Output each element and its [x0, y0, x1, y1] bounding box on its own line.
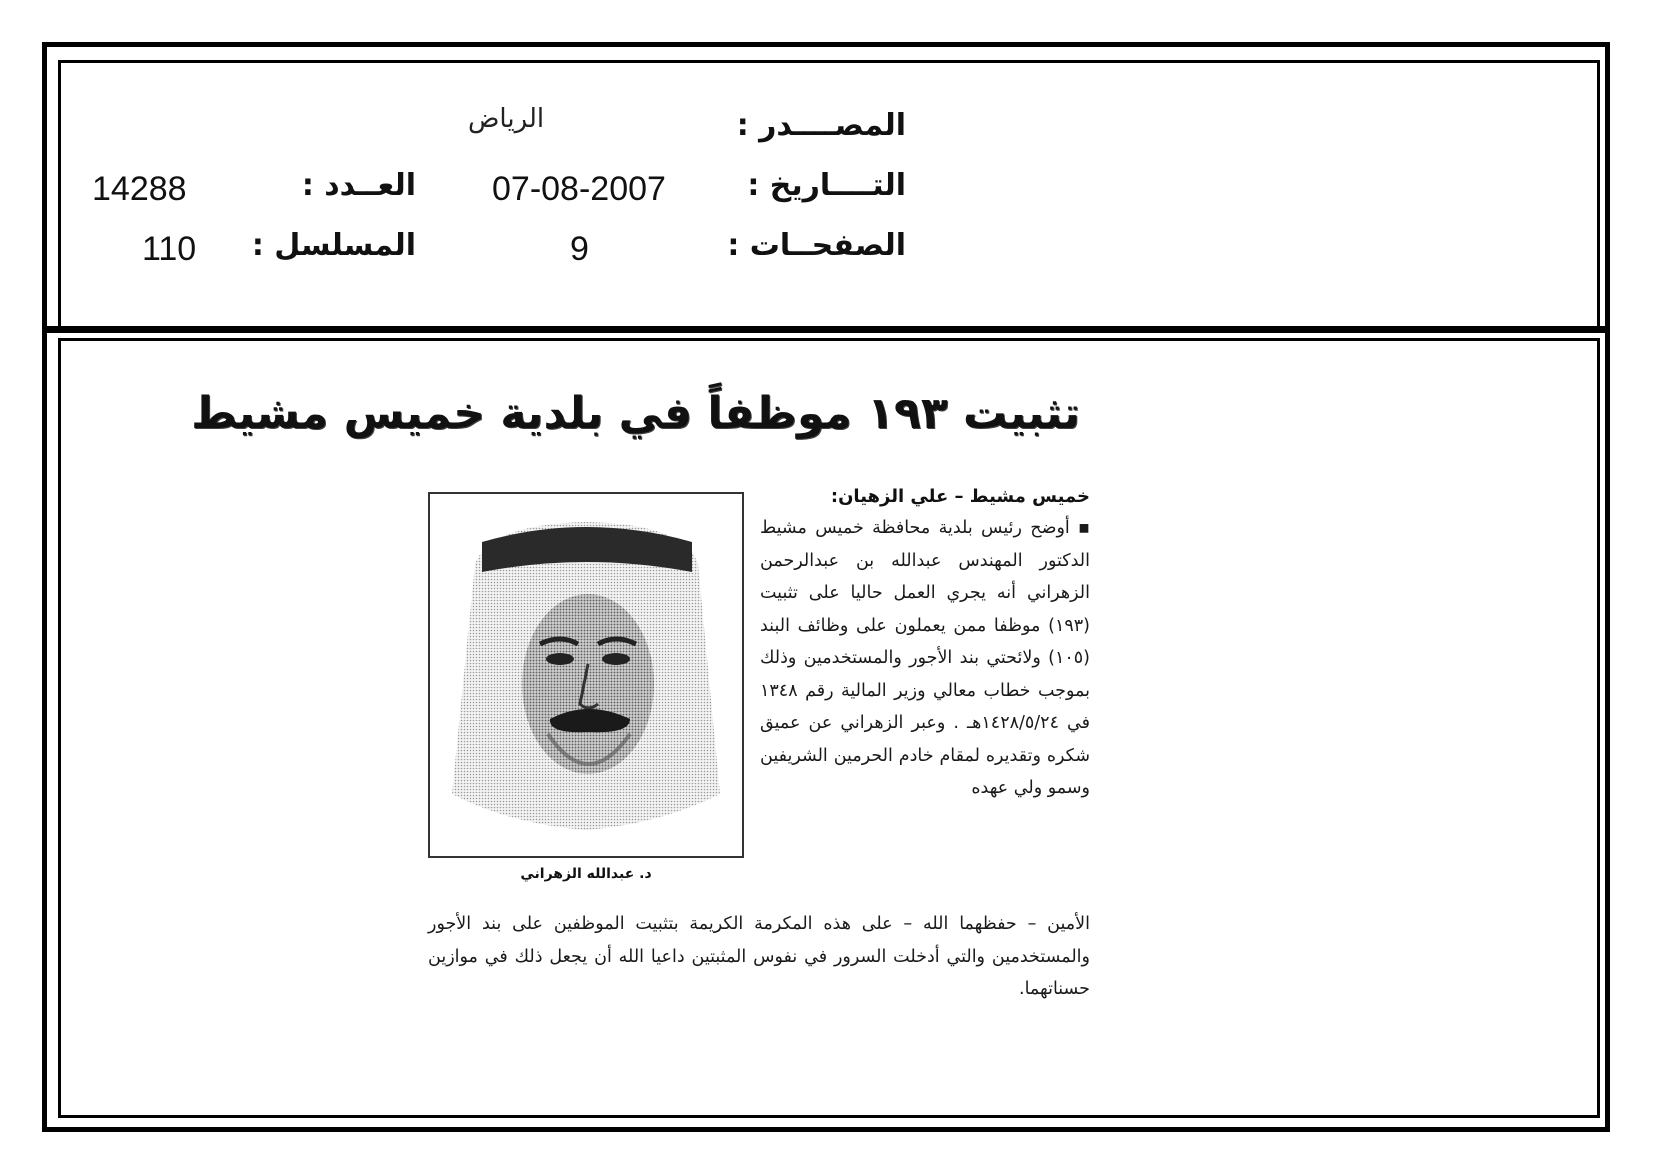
issue-value: 14288 — [92, 170, 187, 208]
source-value: الرياض — [468, 104, 545, 134]
article-headline: تثبيت ١٩٣ موظفاً في بلدية خميس مشيط — [191, 388, 1080, 439]
header-divider — [47, 326, 1605, 333]
article-paragraph-full: الأمين – حفظهما الله – على هذه المكرمة الكريمة بتثبيت الموظفين على بند الأجور والمستخدمين والتي أدخلت السرور في نفوس المثبتين داعيا الله أن يجعل ذلك في موازين حسناتهما. — [428, 914, 1090, 999]
date-value: 07-08-2007 — [492, 170, 666, 208]
photo-caption: د. عبدالله الزهراني — [520, 866, 652, 882]
source-label: المصــــدر : — [736, 108, 906, 143]
article-full-width-text — [428, 908, 1090, 1006]
portrait-illustration — [430, 494, 742, 856]
portrait-photo — [428, 492, 744, 858]
pages-value: 9 — [570, 230, 589, 268]
date-label: التــــاريخ : — [747, 168, 906, 203]
article-byline: خميس مشيط – علي الزهيان: — [830, 486, 1090, 507]
article-column-text — [760, 512, 1090, 805]
article-paragraph-column: ▪ أوضح رئيس بلدية محافظة خميس مشيط الدكتور المهندس عبدالله بن عبدالرحمن الزهراني أنه يجري العمل حاليا على تثبيت (١٩٣) موظفا ممن يعملون على وظائف البند (١٠٥) ولائحتي بند الأجور والمستخدمين وذلك بموجب خطاب معالي وزير المالية رقم ١٣٤٨ في ١٤٢٨/٥/٢٤هـ . وعبر الزهراني عن عميق شكره وتقديره لمقام خادم الحرمين الشريفين وسمو ولي عهده — [760, 518, 1091, 798]
pages-label: الصفحــات : — [727, 228, 906, 263]
serial-label: المسلسل : — [251, 228, 416, 263]
serial-value: 110 — [142, 230, 197, 268]
issue-label: العــدد : — [301, 168, 416, 203]
